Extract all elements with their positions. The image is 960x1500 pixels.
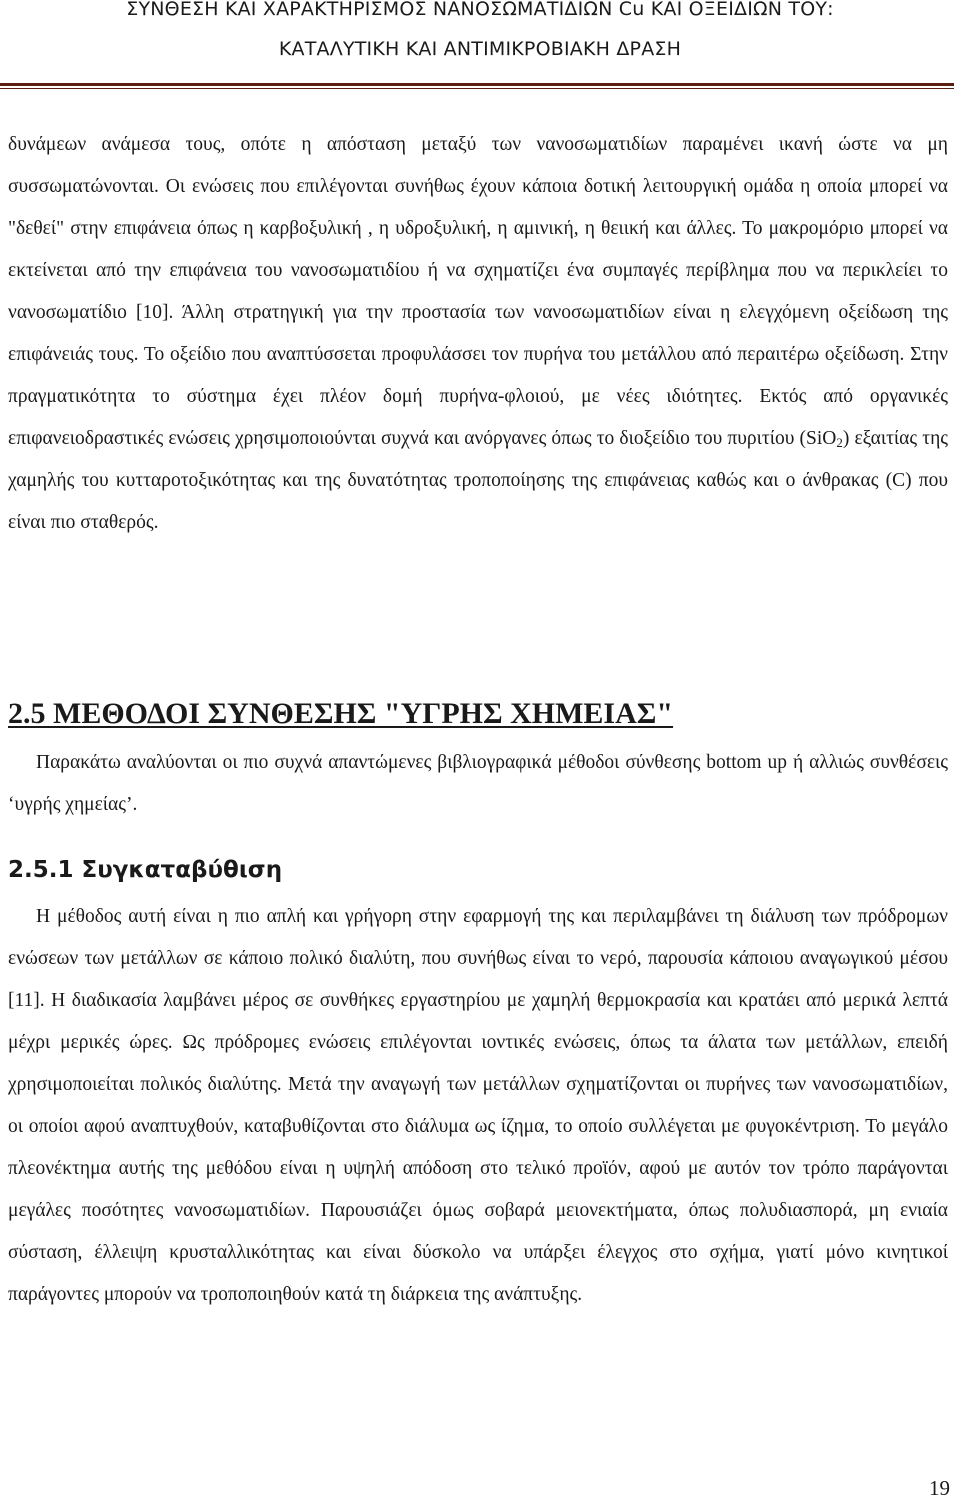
- header-divider: [0, 83, 954, 86]
- subsection-paragraph: Η μέθοδος αυτή είναι η πιο απλή και γρήγορη στην εφαρμογή της και περιλαμβάνει τη διάλυση των πρόδρομων ενώσεων των μετάλλων σε κάποιο πολικό διαλύτη, που συνήθως είναι το νερό, παρουσία κάποιου αναγωγικού μέσου [11]. Η διαδικασία λαμβάνει μέρος σε συνθήκες εργαστηρίου με χαμηλή θερμοκρασία και κρατάει από μερικά λεπτά μέχρι μερικές ώρες. Ως πρόδρομες ενώσεις επιλέγονται ιοντικές ενώσεις, όπως τα άλατα των μετάλλων, επειδή χρησιμοποιείται πολικός διαλύτης. Μετά την αναγωγή των μετάλλων σχηματίζονται οι πυρήνες των νανοσωματιδίων, οι οποίοι αφού αναπτυχθούν, καταβυθίζονται στο διάλυμα ως ίζημα, το οποίο συλλέγεται με φυγοκέντριση. Το μεγάλο πλεονέκτημα αυτής της μεθόδου είναι η υψηλή απόδοση στο τελικό προϊόν, αφού με αυτόν τον τρόπο παράγονται μεγάλες ποσότητες νανοσωματιδίων. Παρουσιάζει όμως σοβαρά μειονεκτήματα, όπως πολυδιασπορά, μη ενιαία σύσταση, έλλειψη κρυσταλλικότητας και είναι δύσκολο να υπάρξει έλεγχος στο σχήμα, γιατί μόνο κινητικοί παράγοντες μπορούν να τροποποιηθούν κατά τη διάρκεια της ανάπτυξης.: [8, 906, 948, 1305]
- running-header: [0, 0, 960, 84]
- page-number: 19: [929, 1476, 950, 1500]
- header-title-line-2: ΚΑΤΑΛΥΤΙΚΗ ΚΑΙ ΑΝΤΙΜΙΚΡΟΒΙΑΚΗ ΔΡΑΣΗ: [278, 38, 682, 60]
- subsection-heading: 2.5.1 Συγκαταβύθιση: [8, 857, 283, 883]
- section-intro-paragraph: Παρακάτω αναλύονται οι πιο συχνά απαντώμενες βιβλιογραφικά μέθοδοι σύνθεσης bottom up ή αλλιώς συνθέσεις ‘υγρής χημείας’.: [8, 752, 948, 815]
- paragraph-text-end: ) εξαιτίας της χαμηλής του κυτταροτοξικότητας και της δυνατότητας τροποποίησης της επιφάνειας καθώς και ο άνθρακας (C) που είναι πιο σταθερός.: [8, 428, 948, 533]
- body-paragraph-continued: [8, 124, 948, 544]
- section-heading: 2.5 ΜΕΘΟΔΟΙ ΣΥΝΘΕΣΗΣ "ΥΓΡΗΣ ΧΗΜΕΙΑΣ": [8, 697, 674, 730]
- header-title-line-1: ΣΥΝΘΕΣΗ ΚΑΙ ΧΑΡΑΚΤΗΡΙΣΜΟΣ ΝΑΝΟΣΩΜΑΤΙΔΙΩΝ Cu ΚΑΙ ΟΞΕΙΔΙΩΝ ΤΟΥ:: [126, 0, 834, 20]
- paragraph-text: δυνάμεων ανάμεσα τους, οπότε η απόσταση μεταξύ των νανοσωματιδίων παραμένει ικανή ώστε να μη συσσωματώνονται. Οι ενώσεις που επιλέγονται συνήθως έχουν κάποια δοτική λειτουργική ομάδα η οποία μπορεί να "δεθεί" στην επιφάνεια όπως η καρβοξυλική , η υδροξυλική, η αμινική, η θειική και άλλες. Το μακρομόριο μπορεί να εκτείνεται από την επιφάνεια του νανοσωματιδίου ή να σχηματίζει ένα συμπαγές περίβλημα που να περικλείει το νανοσωματίδιο [10]. Άλλη στρατηγική για την προστασία των νανοσωματιδίων είναι η ελεγχόμενη οξείδωση της επιφάνειάς τους. Το οξείδιο που αναπτύσσεται προφυλάσσει τον πυρήνα του μετάλλου από περαιτέρω οξείδωση. Στην πραγματικότητα το σύστημα έχει πλέον δομή πυρήνα-φλοιού, με νέες ιδιότητες. Εκτός από οργανικές επιφανειοδραστικές ενώσεις χρησιμοποιούνται συχνά και ανόργανες όπως το διοξείδιο του πυριτίου (SiO: [8, 134, 948, 449]
- subscript-two: 2: [836, 435, 843, 450]
